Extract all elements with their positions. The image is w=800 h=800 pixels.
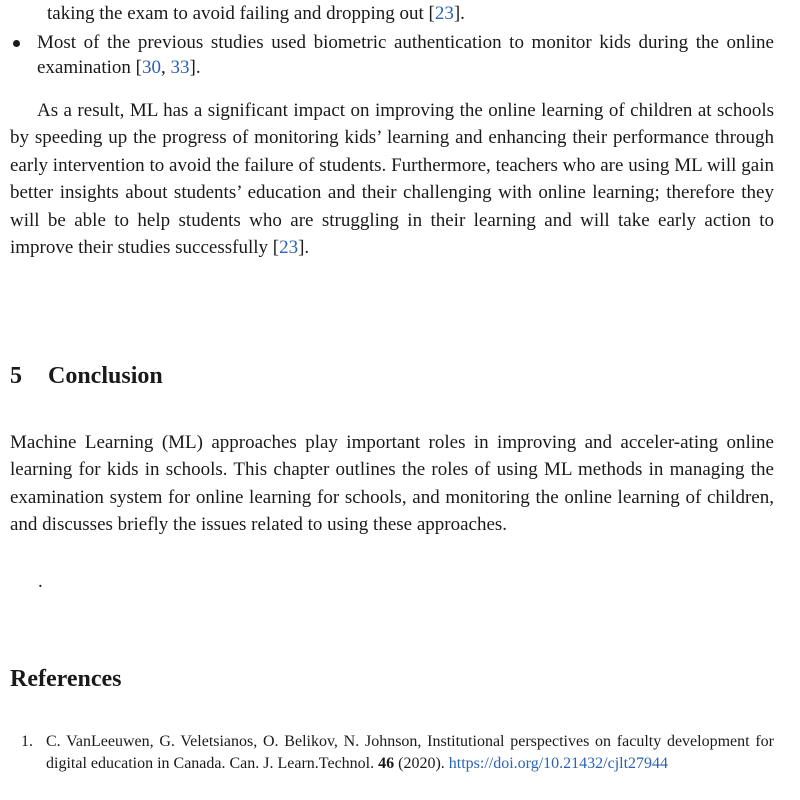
bullet-dot-icon (13, 40, 20, 47)
doi-link[interactable]: https://doi.org/10.21432/cjlt27944 (448, 755, 669, 772)
reference-volume: 46 (378, 755, 395, 772)
citation-link[interactable]: 23 (279, 237, 299, 259)
reference-number: 1. (21, 733, 33, 750)
bullet-continuation: taking the exam to avoid failing and dropping out [23]. (47, 3, 465, 24)
section-number: 5 (10, 363, 22, 389)
bullet-continuation-text: taking the exam to avoid failing and dropping out [ (47, 3, 435, 24)
citation-link[interactable]: 33 (170, 57, 190, 78)
stray-mark: . (38, 571, 43, 592)
citation-link[interactable]: 23 (434, 3, 454, 24)
conclusion-paragraph: Machine Learning (ML) approaches play important roles in improving and acceler-ating online learning for kids in schools. This chapter outlines the roles of using ML methods in managing the examination system for online learning for schools, and monitoring the online learning of children, and discusses briefly the issues related to using these approaches. (10, 432, 774, 536)
section-title: Conclusion (48, 363, 163, 389)
section-heading (10, 361, 163, 391)
bullet-text: Most of the previous studies used biometric authentication to monitor kids during the online examination [30, 33]. (37, 32, 774, 78)
references-heading: References (10, 666, 122, 692)
body-paragraph: As a result, ML has a significant impact on improving the online learning of children at schools by speeding up the progress of monitoring kids’ learning and enhancing their performance through early intervention to avoid the failure of students. Furthermore, teachers who are using ML will gain better insights about students’ education and their challenging with online learning; therefore they will be able to help students who are struggling in their learning and will take early action to improve their studies successfully [23]. (10, 100, 774, 259)
citation-link[interactable]: 30 (142, 57, 161, 78)
reference-text: C. VanLeeuwen, G. Veletsianos, O. Belikov, N. Johnson, Institutional perspectives on faculty development for digital education in Canada. Can. J. Learn.Technol. 46 (2020). https://doi.org/10.21432/cjlt27944 (46, 733, 774, 772)
